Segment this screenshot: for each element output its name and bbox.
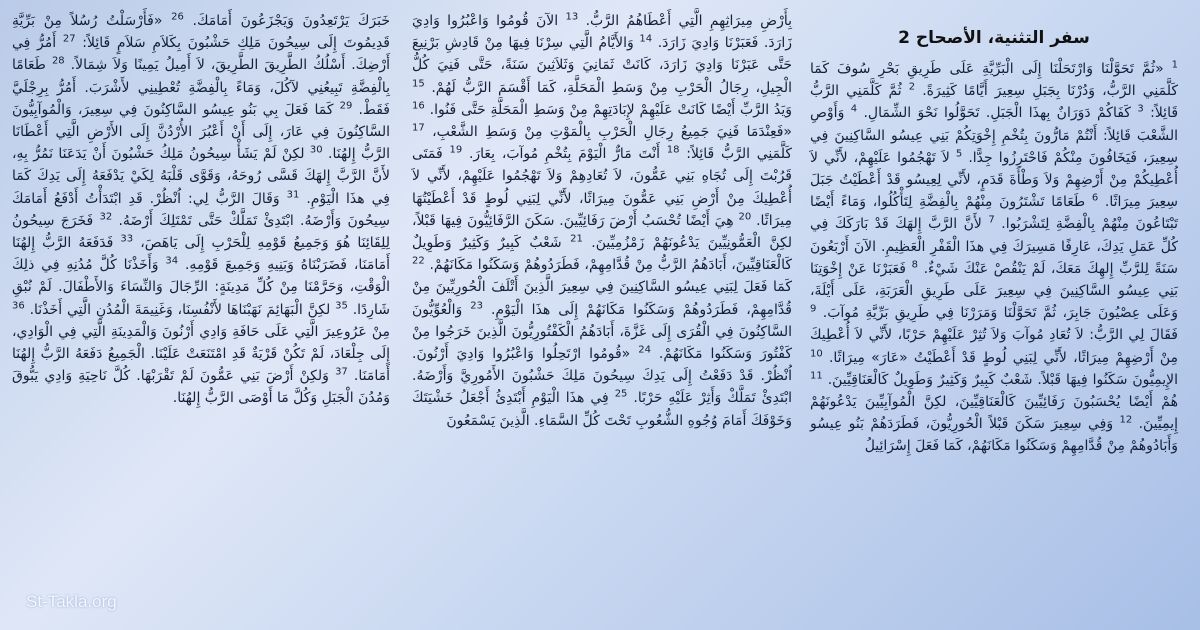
verse-number: 16 bbox=[412, 100, 425, 112]
verse-number: 24 bbox=[638, 344, 651, 356]
verse-number: 13 bbox=[565, 11, 579, 23]
verse-text: شَعْبٌ كَبِيرٌ وَكَثِيرٌ وَطَوِيلٌ كَالْعَنَاقِيِّينَ، أَبَادَهُمُ الرَّبُّ مِنْ قُدَّامِهِمْ، فَطَرَدُوهُمْ وَسَكَنُوا مَكَانَهُمْ. bbox=[412, 235, 793, 274]
verse-number: 31 bbox=[286, 188, 300, 200]
verse-number: 4 bbox=[850, 103, 858, 115]
verse-number: 34 bbox=[165, 255, 179, 267]
verse-text: أَنْتَ مَارٌّ الْيَوْمَ بِتُخْمِ مُوآبَ، بِعَارَ. bbox=[468, 146, 660, 163]
verse-text: وَفِي سِعِيرَ سَكَنَ قَبْلاً الْحُورِيُّونَ، فَطَرَدَهُمْ بَنُو عِيسُو وَأَبَادُوهُمْ مِنْ قُدَّامِهِمْ وَسَكَنُوا مَكَانَهُمْ، كَمَا فَعَلَ إِسْرَائِيلُ bbox=[810, 416, 1178, 455]
verse-text: وَأَخَذْنَا كُلَّ مُدُنِهِ فِي ذلِكَ الْوَقْتِ، وَحَرَّمْنَا مِنْ كُلِّ مَدِينَةٍ: الرِّجَالَ وَالنِّسَاءَ وَالأَطْفَالَ. لَمْ نُبْقِ شَارِدًا. bbox=[12, 257, 391, 318]
verse-number: 12 bbox=[1119, 414, 1133, 426]
verse-number: 32 bbox=[99, 211, 113, 223]
verse-text: الآنَ قُومُوا وَاعْبُرُوا وَادِيَ زَارَدَ. فَعَبَرْنَا وَادِيَ زَارَدَ. bbox=[412, 13, 792, 52]
verse-number: 37 bbox=[335, 366, 348, 378]
verse-text: فَعَبَرْنَا عَنْ إِخْوَتِنَا بَنِي عِيسُو السَّاكِنِينَ فِي سِعِيرَ عَلَى طَرِيقِ الْعَرَبَةِ، عَلَى أَيْلَةَ، وَعَلَى عِصْيُونَ جَابِرَ، ثُمَّ تَحَوَّلْنَا وَمَرَرْنَا فِي طَرِيقِ بَرِّيَّةِ مُوآبَ. bbox=[810, 260, 1178, 322]
verse-text: وَأَوْصِ الشَّعْبَ قَائِلاً: أَنْتُمْ مَارُّونَ بِتُخْمِ إِخْوَتِكُمْ بَنِي عِيسُو السَّاكِنِينَ فِي سِعِيرَ، فَيَخَافُونَ مِنْكُمْ فَاحْتَرِزُوا جِدًّا. bbox=[810, 105, 1178, 166]
verse-number: 9 bbox=[810, 303, 817, 315]
verse-number: 1 bbox=[1171, 59, 1179, 71]
verse-text: كَفَاكُمْ دَوَرَانٌ بِهذَا الْجَبَلِ. تَحَوَّلُوا نَحْوَ الشِّمَالِ. bbox=[863, 105, 1131, 122]
verse-text: هُمْ أَيْضًا يُحْسَبُونَ رَفَائِيِّينَ كَالْعَنَاقِيِّينَ، لكِنَّ الْمُوآبِيِّينَ يَدْعُونَهُمْ إِيمِيِّينَ. bbox=[810, 394, 1179, 433]
verse-text: «فَعِنْدَمَا فَنِيَ جَمِيعُ رِجَالِ الْحَرْبِ بِالْمَوْتِ مِنْ وَسَطِ الشَّعْبِ، bbox=[432, 124, 792, 141]
verse-text: «قُومُوا ارْتَحِلُوا وَاعْبُرُوا وَادِيَ أَرْنُونَ. اُنْظُرْ. قَدْ دَفَعْتُ إِلَى يَدِكَ سِيحُونَ مَلِكَ حَشْبُونَ الأَمُورِيَّ وَأَرْضَهُ. ابْتَدِئْ تَمَلَّكْ وَأَثِرْ عَلَيْهِ حَرْبًا. bbox=[412, 346, 792, 407]
verse-number: 3 bbox=[1137, 103, 1144, 115]
verse-number: 20 bbox=[738, 211, 752, 223]
verse-number: 22 bbox=[412, 255, 425, 267]
verse-text: وَيَدُ الرَّبِّ أَيْضًا كَانَتْ عَلَيْهِمْ لإِبَادَتِهِمْ مِنْ وَسَطِ الْمَحَلَّةِ حَتَّى فَنُوا. bbox=[429, 101, 793, 118]
verse-text: وَقَالَ الرَّبُّ لِي: اُنْظُرْ. قَدِ ابْتَدَأْتُ أَدْفَعُ أَمَامَكَ سِيحُونَ وَأَرْضَهُ. ابْتَدِئْ تَمَلَّكْ حَتَّى تَمْتَلِكَ أَرْضَهُ. bbox=[12, 190, 390, 229]
verse-number: 28 bbox=[51, 55, 65, 67]
verse-number: 18 bbox=[666, 144, 680, 156]
verse-text: لكِنْ لَمْ يَشَأْ سِيحُونُ مَلِكُ حَشْبُونَ أَنْ يَدَعَنَا نَمُرُّ بِهِ، لأَنَّ الرَّبَّ إِلهَكَ قَسَّى رُوحَهُ، وَقَوَّى قَلْبَهُ لِكَيْ يَدْفَعَهُ إِلَى يَدِكَ كَمَا فِي هذَا الْيَوْمِ. bbox=[12, 146, 390, 207]
verse-text: وَالْعُوِّيُّونَ السَّاكِنُونَ فِي الْقُرَى إِلَى غَزَّةَ، أَبَادَهُمُ الْكَفْتُورِيُّونَ الَّذِينَ خَرَجُوا مِنْ كَفْتُورَ وَسَكَنُوا مَكَانَهُمْ. bbox=[412, 301, 792, 363]
verse-number: 26 bbox=[171, 11, 184, 23]
verse-text: فَقَالَ لِي الرَّبُّ: لاَ تُعَادِ مُوآبَ وَلاَ تُثِرْ عَلَيْهِمْ حَرْبًا، لأَنِّي لاَ أُعْطِيكَ مِنْ أَرْضِهِمْ مِيرَاثًا، لأَنِّي لِبَنِي لُوطٍ قَدْ أَعْطَيْتُ «عَارَ» مِيرَاثًا. bbox=[810, 327, 1179, 366]
column-body bbox=[12, 10, 390, 410]
verse-number: 7 bbox=[988, 214, 995, 226]
verse-text: ثُمَّ كَلَّمَنِي الرَّبُّ قَائِلاً: bbox=[810, 83, 1179, 122]
chapter-title: سفر التثنية، الأصحاح 2 bbox=[898, 28, 1090, 48]
verse-text: هِيَ أَيْضًا تُحْسَبُ أَرْضَ رَفَائِيِّينَ. سَكَنَ الرَّفَائِيُّونَ فِيهَا قَبْلاً، لكِنَّ الْعَمُّونِيِّينَ يَدْعُونَهُمْ زَمْزُمِيِّينَ. bbox=[412, 212, 793, 252]
verse-text: أَمُرُّ فِي أَرْضِكَ. أَسْلُكُ الطَّرِيقَ الطَّرِيقَ، لاَ أَمِيلُ يَمِينًا وَلاَ شِمَالاً. bbox=[12, 35, 391, 74]
verse-text: لأَنَّ الرَّبَّ إِلهَكَ قَدْ بَارَكَكَ فِي كُلِّ عَمَلِ يَدِكَ، عَارِفًا مَسِيرَكَ فِي هذَا الْقَفْرِ الْعَظِيمِ. الآنَ أَرْبَعُونَ سَنَةً لِلرَّبِّ إِلهِكَ مَعَكَ، لَمْ يَنْقُصْ عَنْكَ شَيْءٌ. bbox=[810, 216, 1178, 277]
verse-text: طَعَامًا تَشْتَرُونَ مِنْهُمْ بِالْفِضَّةِ لِتَأْكُلُوا، وَمَاءً أَيْضًا تَبْتَاعُونَ مِنْهُمْ بِالْفِضَّةِ لِتَشْرَبُوا. bbox=[810, 194, 1179, 233]
verse-number: 36 bbox=[12, 299, 25, 311]
verse-text: «ثُمَّ تَحَوَّلْنَا وَارْتَحَلْنَا إِلَى الْبَرِّيَّةِ عَلَى طَرِيقِ بَحْرِ سُوفَ كَمَا كَلَّمَنِي الرَّبُّ، وَدُرْنَا بِجَبَلِ سِعِيرَ أَيَّامًا كَثِيرَةً. bbox=[810, 61, 1179, 100]
verse-text: فَدَفَعَهُ الرَّبُّ إِلهُنَا أَمَامَنَا، فَضَرَبْنَاهُ وَبَنِيهِ وَجَمِيعَ قَوْمِهِ. bbox=[12, 235, 391, 274]
verse-text: لاَ تَهْجُمُوا عَلَيْهِمْ، لأَنِّي لاَ أُعْطِيكُمْ مِنْ أَرْضِهِمْ وَلاَ وَطْأَةَ قَدَمٍ، لأَنِّي لِعِيسُو قَدْ أَعْطَيْتُ جَبَلَ سِعِيرَ مِيرَاثًا. bbox=[810, 149, 1179, 211]
verse-number: 35 bbox=[335, 299, 348, 311]
verse-number: 21 bbox=[570, 233, 583, 245]
verse-number: 29 bbox=[339, 100, 353, 112]
verse-number: 15 bbox=[412, 77, 425, 89]
column-body bbox=[412, 10, 792, 432]
verse-number: 19 bbox=[449, 144, 463, 156]
verse-text: طَعَامًا بِالْفِضَّةِ تَبِيعُنِي لآكُلَ، وَمَاءً بِالْفِضَّةِ تُعْطِينِي لأَشْرَبَ. أَمُرُّ بِرِجْلَيَّ فَقَطْ. bbox=[12, 57, 390, 118]
verse-number: 2 bbox=[908, 81, 916, 93]
verse-text: كَلَّمَنِي الرَّبُّ قَائِلاً: bbox=[686, 146, 793, 163]
verse-text: الإِيمِيُّونَ سَكَنُوا فِيهَا قَبْلاً. شَعْبٌ كَبِيرٌ وَكَثِيرٌ وَطَوِيلٌ كَالْعَنَاقِيِّينَ. bbox=[827, 371, 1178, 388]
verse-text: كَمَا فَعَلَ بِي بَنُو عِيسُو السَّاكِنُونَ فِي سِعِيرَ، وَالْمُوآبِيُّونَ السَّاكِنُونَ فِي عَارَ، إِلَى أَنْ أَعْبُرَ الأُرْدُنَّ إِلَى الأَرْضِ الَّتِي أَعْطَانَا الرَّبُّ إِلهُنَا. bbox=[12, 101, 391, 163]
verse-text: وَالأَيَّامُ الَّتِي سِرْنَا فِيهَا مِنْ قَادِشِ بَرْنِيعَ حَتَّى عَبَرْنَا وَادِيَ زَارَدَ، كَانَتْ ثَمَانِيَ وَثَلاَثِينَ سَنَةً، حَتَّى فَنِيَ كُلُّ الْجِيلِ، رِجَالُ الْحَرْبِ مِنْ وَسَطِ الْمَحَلَّةِ، كَمَا أَقْسَمَ الرَّبُّ لَهُمْ. bbox=[412, 35, 792, 96]
verse-number: 14 bbox=[639, 33, 653, 45]
verse-text: مِنْ عَرُوعِيرَ الَّتِي عَلَى حَافَةِ وَادِي أَرْنُونَ وَالْمَدِينَةِ الَّتِي فِي الْوَادِي، إِلَى جِلْعَادَ، لَمْ تَكُنْ قَرْيَةٌ قَدِ امْتَنَعَتْ عَلَيْنَا. الْجَمِيعُ دَفَعَهُ الرَّبُّ إِلهُنَا أَمَامَنَا. bbox=[12, 323, 390, 385]
verse-text: خَبَرَكَ يَرْتَعِدُونَ وَيَجْزَعُونَ أَمَامَكَ. bbox=[192, 13, 390, 29]
verse-number: 11 bbox=[810, 370, 823, 382]
verse-number: 17 bbox=[412, 122, 425, 134]
verse-number: 27 bbox=[62, 33, 76, 45]
verse-number: 23 bbox=[470, 299, 484, 311]
verse-text: فِي هذَا الْيَوْمِ أَبْتَدِئُ أَجْعَلُ خَشْيَتَكَ وَخَوْفَكَ أَمَامَ وُجُوهِ الشُّعُوبِ تَحْتَ كُلِّ السَّمَاءِ. الَّذِينَ يَسْمَعُونَ bbox=[412, 390, 792, 429]
text-column-2 bbox=[404, 0, 800, 630]
text-column-1 bbox=[800, 0, 1200, 630]
verse-text: بِأَرْضِ مِيرَاثِهِمِ الَّتِي أَعْطَاهُمُ الرَّبُّ. bbox=[585, 13, 793, 29]
verse-text: وَلكِنْ أَرْضَ بَنِي عَمُّونَ لَمْ تَقْرَبْهَا. كُلَّ نَاحِيَةِ وَادِي يَبُّوقَ وَمُدُنَ الْجَبَلِ وَكُلَّ مَا أَوْصَى الرَّبُّ إِلهُنَا. bbox=[12, 368, 390, 407]
verse-number: 8 bbox=[911, 259, 918, 271]
text-column-3 bbox=[0, 0, 404, 630]
verse-number: 33 bbox=[120, 233, 134, 245]
site-watermark: St-Takla.org bbox=[26, 592, 117, 611]
verse-number: 10 bbox=[810, 347, 823, 359]
column-body bbox=[810, 58, 1178, 458]
verse-text: كَمَا فَعَلَ لِبَنِي عِيسُو السَّاكِنِينَ فِي سِعِيرَ الَّذِينَ أَتْلَفَ الْحُورِيِّينَ مِنْ قُدَّامِهِمْ، فَطَرَدُوهُمْ وَسَكَنُوا مَكَانَهُمْ إِلَى هذَا الْيَوْمِ. bbox=[412, 279, 792, 318]
verse-number: 30 bbox=[309, 144, 323, 156]
verse-text: فَمَتَى قَرُبْتَ إِلَى تُجَاهِ بَنِي عَمُّونَ، لاَ تُعَادِهِمْ وَلاَ تَهْجُمُوا عَلَيْهِمْ، لأَنِّي لاَ أُعْطِيكَ مِنْ أَرْضِ بَنِي عَمُّونَ مِيرَاثًا، لأَنِّي لِبَنِي لُوطٍ قَدْ أَعْطَيْتُهَا مِيرَاثًا. bbox=[412, 146, 793, 229]
verse-number: 5 bbox=[955, 148, 963, 160]
verse-text: لكِنَّ الْبَهَائِمَ نَهَبْنَاهَا لأَنْفُسِنَا، وَغَنِيمَةَ الْمُدُنِ الَّتِي أَخَذْنَا. bbox=[29, 301, 331, 318]
verse-text: فَخَرَجَ سِيحُونُ لِلِقَائِنَا هُوَ وَجَمِيعُ قَوْمِهِ لِلْحَرْبِ إِلَى يَاهَصَ، bbox=[12, 212, 391, 252]
verse-number: 25 bbox=[614, 388, 628, 400]
verse-text: «فَأَرْسَلْتُ رُسُلاً مِنْ بَرِّيَّةِ قَدِيمُوتَ إِلَى سِيحُونَ مَلِكِ حَشْبُونَ بِكَلاَمِ سَلاَمٍ قَائِلاً: bbox=[12, 13, 390, 52]
verse-number: 6 bbox=[1091, 192, 1099, 204]
